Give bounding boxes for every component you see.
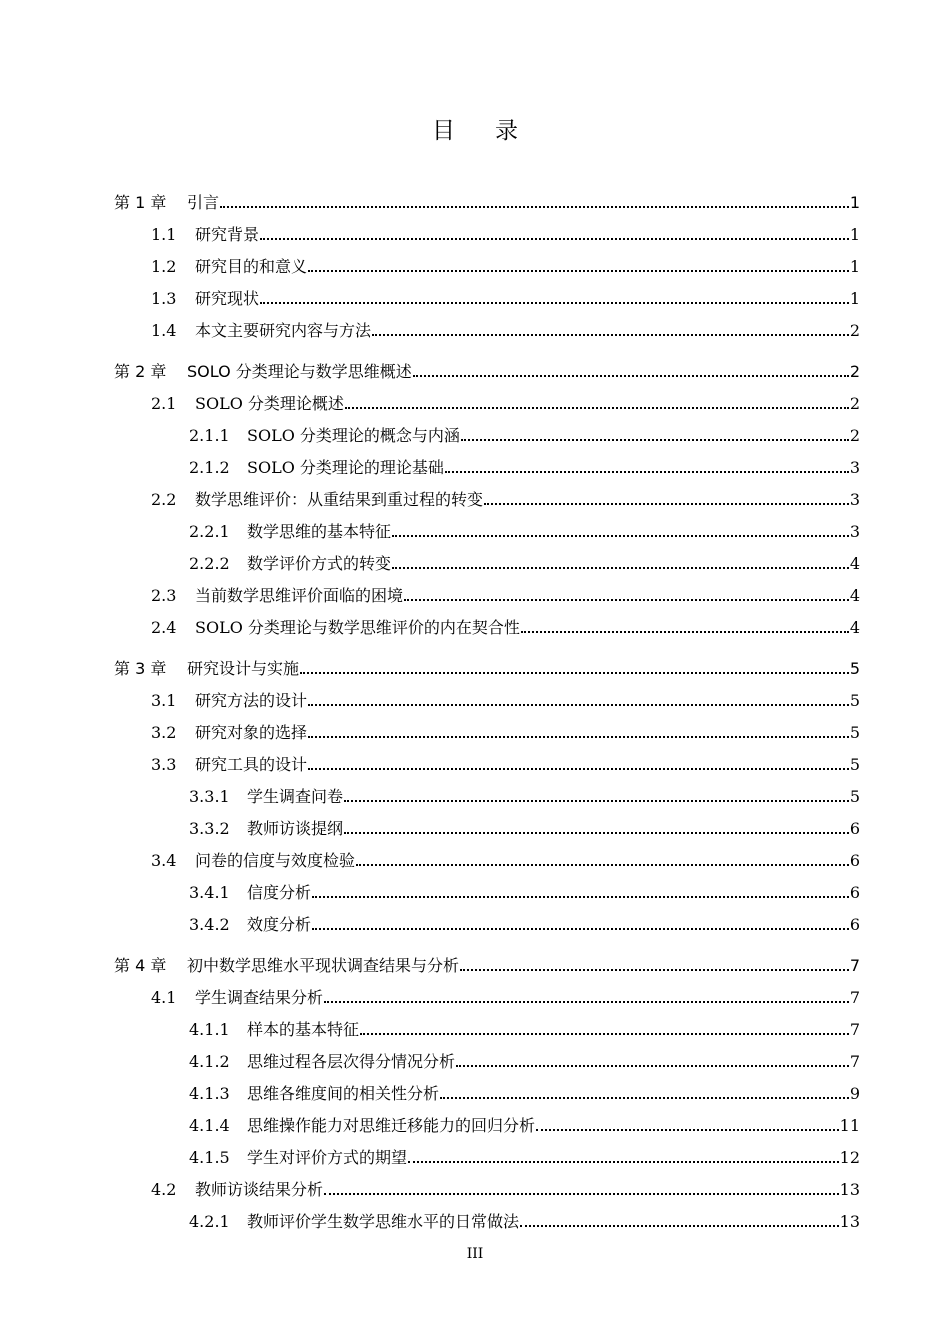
toc-entry-page: 1 bbox=[849, 257, 860, 276]
toc-entry-page: 6 bbox=[849, 915, 860, 934]
toc-title bbox=[0, 112, 950, 145]
toc-entry-label bbox=[189, 1052, 455, 1072]
toc-entry-number: 1.4 bbox=[151, 321, 177, 340]
toc-section-entry[interactable] bbox=[114, 976, 860, 1008]
toc-entry-number: 2.3 bbox=[151, 586, 177, 605]
toc-entry-page: 2 bbox=[849, 321, 860, 340]
toc-entry-title: 问卷的信度与效度检验 bbox=[195, 851, 356, 870]
toc-entry-number: 第 3 章 bbox=[114, 659, 167, 678]
toc-entry-label bbox=[151, 1180, 323, 1200]
toc-entry-number: 1.2 bbox=[151, 257, 177, 276]
toc-subsection-entry[interactable] bbox=[114, 414, 860, 446]
toc-entry-page: 3 bbox=[849, 522, 860, 541]
toc-entry-label bbox=[151, 755, 307, 775]
toc-dot-leader bbox=[260, 302, 849, 304]
toc-entry-label bbox=[114, 362, 412, 382]
toc-entry-label bbox=[189, 819, 343, 839]
toc-entry-title: 教师访谈结果分析 bbox=[195, 1180, 324, 1199]
toc-entry-label bbox=[189, 883, 311, 903]
toc-dot-leader bbox=[461, 439, 849, 441]
toc-subsection-entry[interactable] bbox=[114, 871, 860, 903]
toc-dot-leader bbox=[356, 864, 849, 866]
toc-entry-title: 思维操作能力对思维迁移能力的回归分析 bbox=[247, 1116, 536, 1135]
toc-entry-page: 11 bbox=[839, 1116, 860, 1135]
toc-dot-leader bbox=[440, 1097, 849, 1099]
toc-dot-leader bbox=[344, 832, 849, 834]
toc-entry-title: 数学思维评价：从重结果到重过程的转变 bbox=[195, 490, 484, 509]
toc-entry-page: 12 bbox=[839, 1148, 860, 1167]
toc-title-part2: 录 bbox=[495, 118, 518, 144]
toc-dot-leader bbox=[308, 704, 849, 706]
toc-subsection-entry[interactable] bbox=[114, 1200, 860, 1232]
toc-chapter-entry[interactable] bbox=[114, 350, 860, 382]
toc-entry-number: 第 1 章 bbox=[114, 193, 167, 212]
toc-dot-leader bbox=[456, 1065, 849, 1067]
toc-entry-title: 信度分析 bbox=[247, 883, 312, 902]
toc-dot-leader bbox=[312, 896, 849, 898]
toc-subsection-entry[interactable] bbox=[114, 1104, 860, 1136]
toc-entry-label bbox=[189, 426, 460, 446]
toc-entry-label bbox=[189, 1148, 407, 1168]
toc-subsection-entry[interactable] bbox=[114, 903, 860, 935]
toc-entry-title: 学生调查问卷 bbox=[247, 787, 344, 806]
toc-entry-number: 第 2 章 bbox=[114, 362, 167, 381]
toc-section-entry[interactable] bbox=[114, 679, 860, 711]
toc-dot-leader bbox=[460, 969, 849, 971]
toc-entry-number: 2.1 bbox=[151, 394, 177, 413]
toc-entry-title: SOLO 分类理论与数学思维评价的内在契合性 bbox=[195, 618, 520, 637]
toc-entry-number: 4.2.1 bbox=[189, 1212, 230, 1231]
toc-entry-number: 4.2 bbox=[151, 1180, 177, 1199]
toc-entry-number: 2.1.1 bbox=[189, 426, 230, 445]
toc-entry-title: 样本的基本特征 bbox=[247, 1020, 360, 1039]
toc-entry-title: 数学评价方式的转变 bbox=[247, 554, 392, 573]
toc-entry-title: 研究方法的设计 bbox=[195, 691, 308, 710]
toc-entry-title: SOLO 分类理论的理论基础 bbox=[247, 458, 444, 477]
toc-entry-page: 5 bbox=[849, 723, 860, 742]
toc-entry-page: 5 bbox=[849, 659, 860, 678]
toc-dot-leader bbox=[520, 1225, 839, 1227]
toc-entry-page: 5 bbox=[849, 691, 860, 710]
toc-dot-leader bbox=[308, 270, 849, 272]
toc-entry-title: 思维各维度间的相关性分析 bbox=[247, 1084, 440, 1103]
toc-entry-title: 初中数学思维水平现状调查结果与分析 bbox=[187, 956, 460, 975]
toc-entry-label bbox=[151, 851, 355, 871]
toc-entry-page: 13 bbox=[839, 1212, 860, 1231]
toc-section-entry[interactable] bbox=[114, 743, 860, 775]
page-number: III bbox=[466, 1246, 484, 1262]
toc-section-entry[interactable] bbox=[114, 606, 860, 638]
toc-entry-number: 2.2.1 bbox=[189, 522, 230, 541]
toc-entry-title: SOLO 分类理论概述 bbox=[195, 394, 344, 413]
table-of-contents bbox=[114, 181, 860, 1232]
toc-entry-label bbox=[189, 915, 311, 935]
toc-dot-leader bbox=[324, 1001, 849, 1003]
toc-entry-label bbox=[151, 988, 323, 1008]
toc-entry-number: 4.1.5 bbox=[189, 1148, 230, 1167]
toc-entry-title: 研究现状 bbox=[195, 289, 260, 308]
toc-entry-label bbox=[114, 956, 459, 976]
toc-entry-number: 2.2 bbox=[151, 490, 177, 509]
toc-entry-title: 数学思维的基本特征 bbox=[247, 522, 392, 541]
toc-section-entry[interactable] bbox=[114, 574, 860, 606]
toc-dot-leader bbox=[312, 928, 849, 930]
toc-entry-page: 7 bbox=[849, 1020, 860, 1039]
toc-entry-label bbox=[151, 490, 483, 510]
toc-dot-leader bbox=[484, 503, 849, 505]
toc-entry-number: 4.1.1 bbox=[189, 1020, 230, 1039]
toc-entry-number: 3.3 bbox=[151, 755, 177, 774]
toc-chapter-entry[interactable] bbox=[114, 944, 860, 976]
toc-entry-title: 学生调查结果分析 bbox=[195, 988, 324, 1007]
toc-entry-page: 7 bbox=[849, 1052, 860, 1071]
toc-subsection-entry[interactable] bbox=[114, 1072, 860, 1104]
toc-entry-number: 3.3.1 bbox=[189, 787, 230, 806]
toc-entry-number: 3.4 bbox=[151, 851, 177, 870]
toc-dot-leader bbox=[260, 238, 849, 240]
toc-entry-page: 9 bbox=[849, 1084, 860, 1103]
toc-entry-title: 当前数学思维评价面临的困境 bbox=[195, 586, 404, 605]
toc-entry-label bbox=[114, 193, 219, 213]
toc-entry-label bbox=[189, 1084, 439, 1104]
toc-entry-title: 研究目的和意义 bbox=[195, 257, 308, 276]
toc-dot-leader bbox=[220, 206, 849, 208]
toc-entry-label bbox=[151, 321, 371, 341]
toc-entry-page: 6 bbox=[849, 883, 860, 902]
toc-section-entry[interactable] bbox=[114, 309, 860, 341]
toc-entry-page: 6 bbox=[849, 819, 860, 838]
toc-entry-number: 3.4.2 bbox=[189, 915, 230, 934]
toc-dot-leader bbox=[536, 1129, 839, 1131]
toc-section-entry[interactable] bbox=[114, 382, 860, 414]
toc-entry-label bbox=[151, 723, 307, 743]
toc-entry-page: 1 bbox=[849, 225, 860, 244]
toc-section-entry[interactable] bbox=[114, 277, 860, 309]
toc-entry-number: 4.1.3 bbox=[189, 1084, 230, 1103]
toc-entry-page: 2 bbox=[849, 426, 860, 445]
toc-entry-label bbox=[151, 289, 259, 309]
toc-entry-label bbox=[189, 1116, 535, 1136]
toc-entry-label bbox=[151, 225, 259, 245]
toc-entry-title: 研究设计与实施 bbox=[187, 659, 300, 678]
toc-entry-page: 13 bbox=[839, 1180, 860, 1199]
toc-entry-number: 第 4 章 bbox=[114, 956, 167, 975]
toc-dot-leader bbox=[372, 334, 849, 336]
toc-dot-leader bbox=[404, 599, 849, 601]
toc-dot-leader bbox=[445, 471, 849, 473]
toc-entry-title: SOLO 分类理论与数学思维概述 bbox=[187, 362, 412, 381]
toc-entry-label bbox=[151, 618, 520, 638]
toc-entry-label bbox=[151, 394, 344, 414]
toc-entry-number: 1.1 bbox=[151, 225, 177, 244]
toc-entry-title: 研究工具的设计 bbox=[195, 755, 308, 774]
toc-dot-leader bbox=[521, 631, 849, 633]
toc-entry-page: 4 bbox=[849, 618, 860, 637]
toc-chapter-entry[interactable] bbox=[114, 181, 860, 213]
toc-entry-title: 研究对象的选择 bbox=[195, 723, 308, 742]
toc-section-entry[interactable] bbox=[114, 478, 860, 510]
toc-entry-title: 学生对评价方式的期望 bbox=[247, 1148, 408, 1167]
toc-entry-number: 2.1.2 bbox=[189, 458, 230, 477]
toc-entry-title: 本文主要研究内容与方法 bbox=[195, 321, 372, 340]
toc-dot-leader bbox=[308, 768, 849, 770]
toc-subsection-entry[interactable] bbox=[114, 510, 860, 542]
toc-entry-page: 1 bbox=[849, 289, 860, 308]
toc-entry-label bbox=[189, 458, 444, 478]
toc-section-entry[interactable] bbox=[114, 245, 860, 277]
toc-entry-title: SOLO 分类理论的概念与内涵 bbox=[247, 426, 460, 445]
toc-entry-label bbox=[114, 659, 299, 679]
toc-dot-leader bbox=[413, 375, 849, 377]
toc-section-entry[interactable] bbox=[114, 213, 860, 245]
toc-entry-label bbox=[151, 257, 307, 277]
toc-entry-number: 4.1.4 bbox=[189, 1116, 230, 1135]
toc-entry-title: 研究背景 bbox=[195, 225, 260, 244]
toc-dot-leader bbox=[344, 800, 849, 802]
toc-entry-number: 3.2 bbox=[151, 723, 177, 742]
toc-entry-title: 效度分析 bbox=[247, 915, 312, 934]
toc-dot-leader bbox=[308, 736, 849, 738]
toc-dot-leader bbox=[392, 567, 849, 569]
toc-dot-leader bbox=[408, 1161, 839, 1163]
toc-subsection-entry[interactable] bbox=[114, 1136, 860, 1168]
toc-entry-label bbox=[189, 1212, 519, 1232]
toc-entry-title: 思维过程各层次得分情况分析 bbox=[247, 1052, 456, 1071]
toc-entry-number: 1.3 bbox=[151, 289, 177, 308]
toc-entry-number: 2.2.2 bbox=[189, 554, 230, 573]
toc-subsection-entry[interactable] bbox=[114, 775, 860, 807]
toc-dot-leader bbox=[360, 1033, 849, 1035]
toc-entry-label bbox=[151, 586, 403, 606]
toc-dot-leader bbox=[345, 407, 849, 409]
toc-entry-page: 2 bbox=[849, 362, 860, 381]
toc-entry-page: 2 bbox=[849, 394, 860, 413]
toc-chapter-entry[interactable] bbox=[114, 647, 860, 679]
toc-section-entry[interactable] bbox=[114, 1168, 860, 1200]
toc-entry-page: 6 bbox=[849, 851, 860, 870]
toc-dot-leader bbox=[392, 535, 849, 537]
toc-entry-page: 7 bbox=[849, 956, 860, 975]
toc-subsection-entry[interactable] bbox=[114, 446, 860, 478]
toc-dot-leader bbox=[324, 1193, 839, 1195]
toc-entry-label bbox=[189, 787, 343, 807]
toc-entry-page: 1 bbox=[849, 193, 860, 212]
toc-entry-page: 7 bbox=[849, 988, 860, 1007]
toc-entry-number: 4.1.2 bbox=[189, 1052, 230, 1071]
toc-subsection-entry[interactable] bbox=[114, 1040, 860, 1072]
toc-section-entry[interactable] bbox=[114, 839, 860, 871]
toc-entry-page: 5 bbox=[849, 755, 860, 774]
toc-entry-title: 引言 bbox=[187, 193, 220, 212]
toc-section-entry[interactable] bbox=[114, 711, 860, 743]
toc-entry-number: 2.4 bbox=[151, 618, 177, 637]
toc-dot-leader bbox=[300, 672, 849, 674]
toc-entry-number: 3.1 bbox=[151, 691, 177, 710]
toc-subsection-entry[interactable] bbox=[114, 807, 860, 839]
toc-entry-title: 教师评价学生数学思维水平的日常做法 bbox=[247, 1212, 520, 1231]
toc-entry-title: 教师访谈提纲 bbox=[247, 819, 344, 838]
toc-entry-number: 4.1 bbox=[151, 988, 177, 1007]
toc-subsection-entry[interactable] bbox=[114, 1008, 860, 1040]
toc-entry-label bbox=[151, 691, 307, 711]
toc-entry-page: 4 bbox=[849, 554, 860, 573]
toc-entry-label bbox=[189, 554, 391, 574]
toc-title-part1: 目 bbox=[432, 118, 455, 144]
toc-entry-page: 3 bbox=[849, 458, 860, 477]
toc-entry-page: 5 bbox=[849, 787, 860, 806]
toc-subsection-entry[interactable] bbox=[114, 542, 860, 574]
toc-entry-label bbox=[189, 522, 391, 542]
toc-entry-page: 4 bbox=[849, 586, 860, 605]
toc-entry-page: 3 bbox=[849, 490, 860, 509]
toc-entry-label bbox=[189, 1020, 359, 1040]
toc-entry-number: 3.4.1 bbox=[189, 883, 230, 902]
toc-entry-number: 3.3.2 bbox=[189, 819, 230, 838]
